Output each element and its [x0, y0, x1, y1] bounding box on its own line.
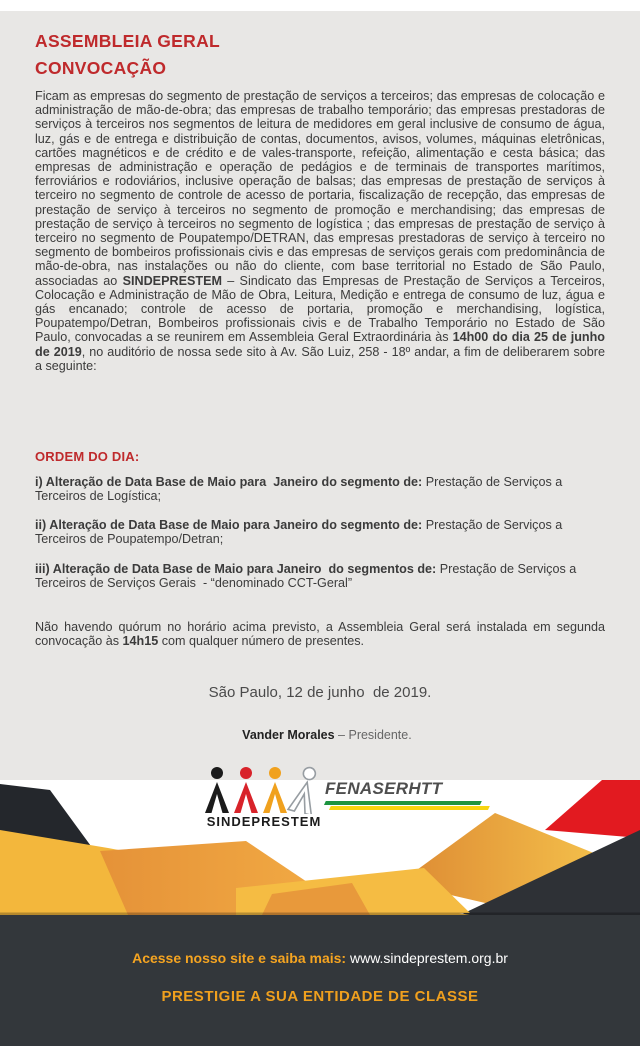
fenaserhtt-wordmark: FENASERHTT [325, 779, 443, 798]
president-title: – Presidente. [334, 728, 412, 742]
footer-cta-line [0, 950, 640, 966]
footer [0, 915, 640, 1046]
intro-paragraph: Ficam as empresas do segmento de prestação de serviços a terceiros; das empresas de colocação e administração de mão-de-obra; das empresas de trabalho temporário; das empresas prestadoras de serviços à terceiros nos segmentos de leitura de medidores em geral inclusive de consumo de água, luz, gás e de entrega e distribuição de contas, documentos, avisos, volumes, máquinas eletrônicas, cartões magnéticos e de crédito e de vales-transporte, refeição, alimentação e cesta básica; das empresas de administração e operação de pedágios e de terminais de transportes marítimos, ferroviários e rodoviários, inclusive operação de balsas; das empresas de prestação de serviços à terceiro no segmento de controle de acesso de portaria, fiscalização de recepção, das empresas de prestação de serviço à terceiros no segmento de promoção e merchandising; das empresas de prestação de serviço à terceiros no segmento de logística ; das empresas de prestação de serviço à terceiro no segmento de Poupatempo/DETRAN, das empresas prestadoras de serviço à terceiro no segmento de bombeiros profissionais civis e das empresas de serviços gerais com predominância de mão-de-obra, nas instalações ou não do cliente, com base territorial no Estado de São Paulo, associadas ao SINDEPRESTEM – Sindicato das Empresas de Prestação de Serviços a Terceiros, Colocação e Administração de Mão de Obra, Leitura, Medição e entrega de consumo de luz, água e gás encanado; controle de acesso de portaria, promoção e merchandising, logística, Poupatempo/Detran, Bombeiros profissionais civis e de Trabalho Temporário no Estado de São Paulo, convocadas a se reunirem em Assembleia Geral Extraordinária às 14h00 do dia 25 de junho de 2019, no auditório de nossa sede sito à Av. São Luiz, 258 - 18º andar, a fim de deliberarem sobre a seguinte: [35, 89, 609, 373]
footer-slogan: PRESTIGIE A SUA ENTIDADE DE CLASSE [161, 988, 479, 1005]
president-name: Vander Morales [242, 728, 335, 742]
date-line: São Paulo, 12 de junho de 2019. [208, 684, 432, 701]
mountains-decorative-graphic [0, 780, 640, 915]
agenda-item-1: i) Alteração de Data Base de Maio para Janeiro do segmento de: Prestação de Serviços a Terceiros de Logística; [35, 475, 566, 504]
page-title-line2: CONVOCAÇÃO [35, 58, 167, 78]
agenda-item-3: iii) Alteração de Data Base de Maio para Janeiro do segmentos de: Prestação de Serviços a Terceiros de Serviços Gerais - “denominado CCT-Geral” [35, 562, 580, 591]
president-line [0, 714, 640, 756]
agenda-item-2: ii) Alteração de Data Base de Maio para Janeiro do segmento de: Prestação de Serviços a Terceiros de Poupatempo/Detran; [35, 518, 566, 547]
footer-cta-label: Acesse nosso site e saiba mais: [132, 950, 350, 966]
band-red-triangle [545, 780, 640, 838]
agenda-heading: ORDEM DO DIA: [35, 449, 140, 464]
page-title-line1: ASSEMBLEIA GERAL [35, 31, 220, 51]
sindeprestem-wordmark: SINDEPRESTEM [206, 814, 322, 829]
quorum-note: Não havendo quórum no horário acima previsto, a Assembleia Geral será instalada em segunda convocação às 14h15 com qualquer número de presentes. [35, 620, 609, 649]
footer-site-url[interactable]: www.sindeprestem.org.br [349, 950, 508, 966]
